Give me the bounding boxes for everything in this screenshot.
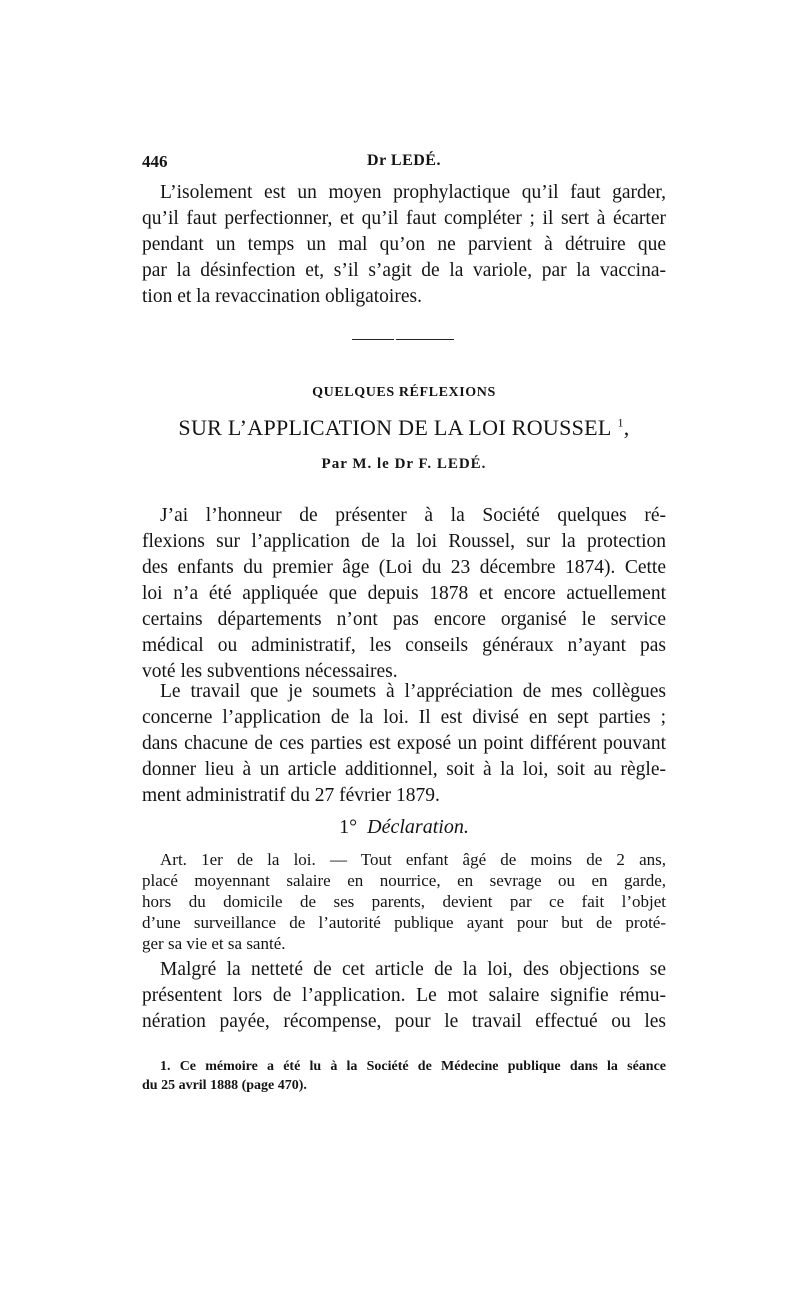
text-line: ger sa vie et sa santé.	[142, 934, 286, 953]
text-line: concerne l’application de la loi. Il est divisé en sept parties ;	[142, 707, 666, 728]
article-kicker: QUELQUES RÉFLEXIONS	[312, 385, 496, 400]
text-line: présentent lors de l’application. Le mot salaire signifie rému-	[142, 985, 666, 1006]
text-line: Art. 1er de la loi. — Tout enfant âgé de moins de 2 ans,	[160, 850, 666, 869]
text-line: voté les subventions nécessaires.	[142, 661, 398, 682]
text-line: tion et la revaccination obligatoires.	[142, 286, 422, 307]
text-line: hors du domicile de ses parents, devient par ce fait l’objet	[142, 892, 666, 911]
text-line: d’une surveillance de l’autorité publique ayant pour but de proté-	[142, 913, 666, 932]
section-heading	[142, 816, 666, 839]
text-line: Le travail que je soumets à l’appréciation de mes collègues	[160, 681, 666, 702]
running-title: Dr LEDÉ.	[367, 152, 441, 169]
article-title-punct: ,	[623, 415, 630, 440]
text-line: Malgré la netteté de cet article de la loi, des objections se	[160, 959, 666, 980]
text-line: ment administratif du 27 février 1879.	[142, 785, 440, 806]
text-line: des enfants du premier âge (Loi du 23 décembre 1874). Cette	[142, 557, 666, 578]
text-line: par la désinfection et, s’il s’agit de la variole, par la vaccina-	[142, 260, 666, 281]
text-line: flexions sur l’application de la loi Roussel, sur la protection	[142, 531, 666, 552]
text-line: dans chacune de ces parties est exposé un point différent pouvant	[142, 733, 666, 754]
paragraph-2	[142, 679, 666, 809]
text-line: du 25 avril 1888 (page 470).	[142, 1078, 307, 1093]
separator-rule	[396, 339, 454, 340]
section-title: Déclaration.	[367, 816, 469, 838]
text-line: 1. Ce mémoire a été lu à la Société de Médecine publique dans la séance	[160, 1059, 666, 1074]
separator-rule	[352, 339, 394, 340]
section-number: 1°	[339, 816, 358, 838]
text-line: loi n’a été appliquée que depuis 1878 et encore actuellement	[142, 583, 666, 604]
paragraph-1	[142, 503, 666, 685]
text-line: nération payée, récompense, pour le travail effectué ou les	[142, 1011, 666, 1032]
text-line: donner lieu à un article additionnel, soit à la loi, soit au règle-	[142, 759, 666, 780]
text-line: certains départements n’ont pas encore organisé le service	[142, 609, 666, 630]
law-quote	[142, 849, 666, 954]
paragraph-3	[142, 957, 666, 1035]
footnote	[142, 1057, 666, 1095]
intro-paragraph	[142, 180, 666, 310]
text-line: L’isolement est un moyen prophylactique qu’il faut garder,	[160, 182, 666, 203]
text-line: médical ou administratif, les conseils généraux n’ayant pas	[142, 635, 666, 656]
footnote-ref: 1	[617, 415, 624, 430]
text-line: J’ai l’honneur de présenter à la Société quelques ré-	[160, 505, 666, 526]
text-line: pendant un temps un mal qu’on ne parvient à détruire que	[142, 234, 666, 255]
article-title	[142, 415, 666, 441]
page-number: 446	[142, 152, 168, 171]
article-author: Par M. le Dr F. LEDÉ.	[321, 456, 487, 472]
running-head	[142, 152, 666, 178]
text-line: qu’il faut perfectionner, et qu’il faut compléter ; il sert à écarter	[142, 208, 666, 229]
article-title-text: SUR L’APPLICATION DE LA LOI ROUSSEL	[178, 415, 612, 440]
text-line: placé moyennant salaire en nourrice, en sevrage ou en garde,	[142, 871, 666, 890]
